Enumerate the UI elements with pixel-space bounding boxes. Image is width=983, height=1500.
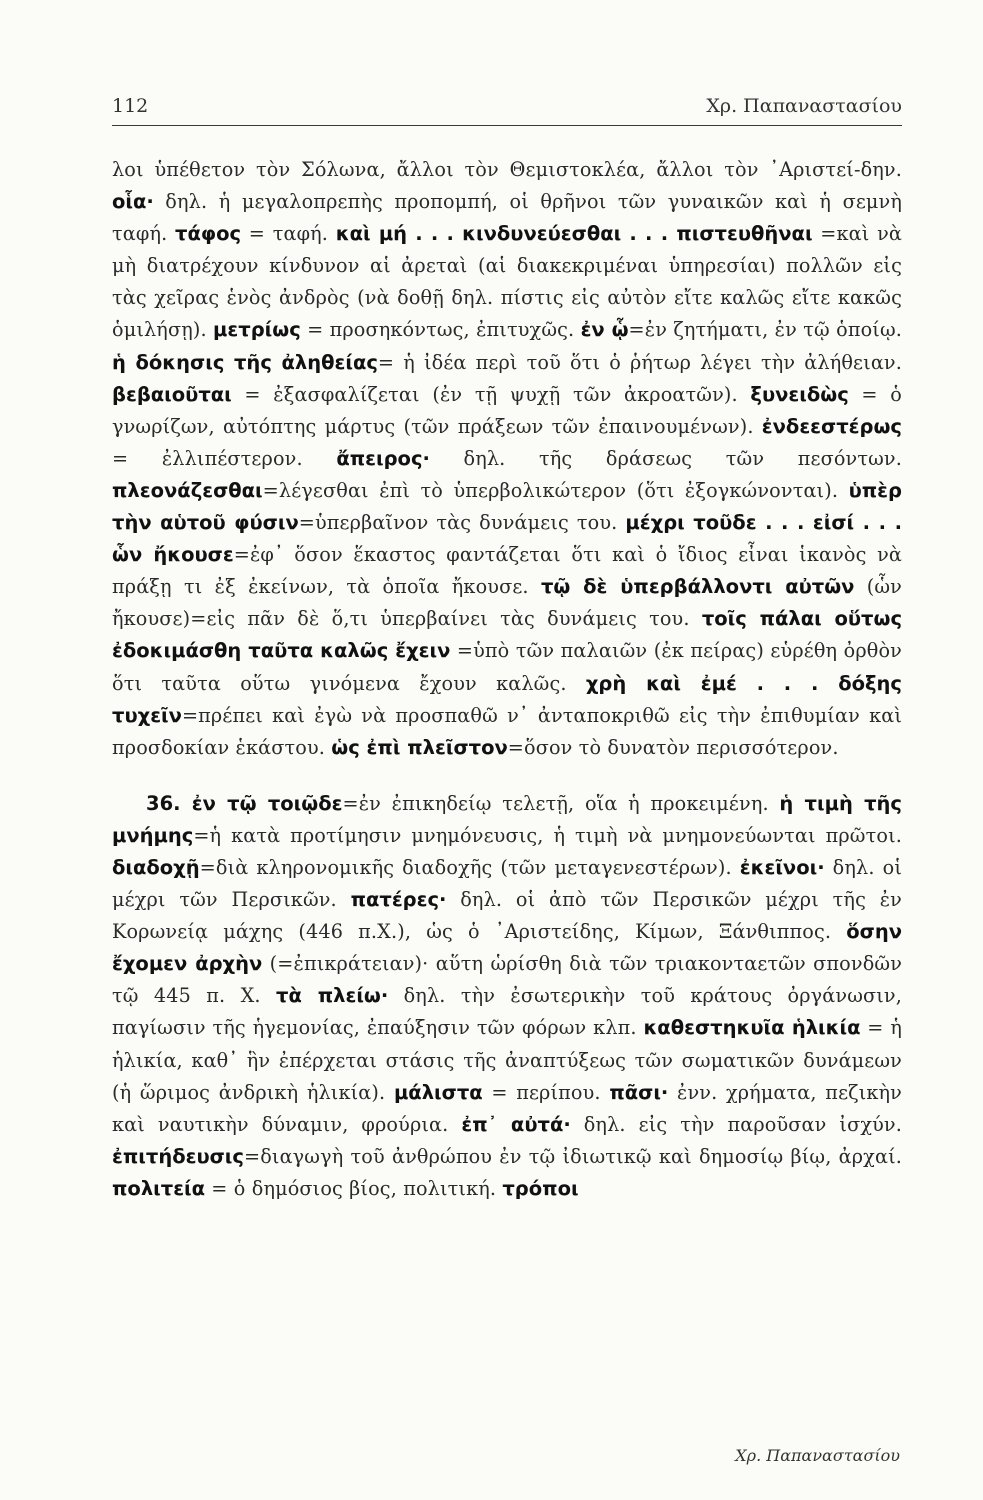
lemma-term: ἄπειρος·	[336, 446, 430, 470]
lemma-term: καὶ μή . . . κινδυνεύεσθαι . . . πιστευθῆναι	[335, 222, 813, 246]
lemma-term: τοῖς πάλαι οὕτως ἐδοκιμάσθη ταῦτα καλῶς ἔχειν	[112, 607, 903, 663]
lemma-term: ὡς ἐπὶ πλεῖστον	[331, 735, 508, 759]
lemma-term: τὰ πλείω·	[276, 984, 389, 1008]
gloss-text: = ὁ γνωρίζων, αὐτόπτης μάρτυς (τῶν πράξεων τῶν ἐπαινουμένων).	[112, 382, 902, 438]
lemma-term: πλεονάζεσθαι	[112, 478, 263, 502]
lemma-term: μέχρι τοῦδε . . . εἰσί . . . ὧν ἤκουσε	[112, 511, 902, 567]
lemma-term: χρὴ καὶ ἐμέ . . . δόξης τυχεῖν	[112, 671, 902, 727]
lemma-term: ὑπὲρ τὴν αὑτοῦ φύσιν	[112, 478, 902, 535]
lemma-term: πολιτεία	[112, 1176, 206, 1200]
gloss-text: δηλ. οἱ ἀπὸ τῶν Περσικῶν μέχρι τῆς ἐν Κορωνείᾳ μάχης (446 π.Χ.), ὡς ὁ ᾿Αριστείδης, Κίμων, Ξάνθιππος.	[112, 888, 902, 944]
lemma-term: ἐν ᾧ	[580, 318, 629, 342]
gloss-text: =διὰ κληρονομικῆς διαδοχῆς (τῶν μεταγενεστέρων).	[199, 855, 740, 879]
lemma-term: μάλιστα	[393, 1080, 483, 1104]
lemma-term: πατέρες·	[350, 888, 447, 912]
lemma-term: διαδοχῇ	[112, 855, 200, 879]
gloss-text: =ὅσον τὸ δυνατὸν περισσότερον.	[507, 735, 839, 759]
lemma-term: ἡ δόκησις τῆς ἀληθείας	[112, 350, 378, 374]
gloss-text: =ἐφ᾽ ὅσον ἕκαστος φαντάζεται ὅτι καὶ ὁ ἴδιος εἶναι ἱκανὸς νὰ πράξῃ τι ἐξ ἐκείνων, τὰ ὁποῖα ἤκουσε.	[112, 543, 902, 599]
gloss-text: = ἐξασφαλίζεται (ἐν τῇ ψυχῇ τῶν ἀκροατῶν).	[231, 382, 751, 406]
paragraph	[112, 788, 902, 1205]
gloss-text: δηλ. οἱ μέχρι τῶν Περσικῶν.	[112, 855, 902, 912]
gloss-text: =ὑπερβαῖνον τὰς δυνάμεις του.	[298, 511, 626, 535]
gloss-text: =καὶ νὰ μὴ διατρέχουν κίνδυνον αἱ ἀρεταὶ (αἱ διακεκριμέναι ὑπηρεσίαι) πολλῶν εἰς τὰς χεῖρας ἑνὸς ἀνδρὸς (νὰ δοθῇ δηλ. πίστις εἰς αὐτὸν εἴτε καλῶς εἴτε κακῶς ὁμιλήσῃ).	[112, 222, 903, 342]
lemma-term: βεβαιοῦται	[112, 382, 232, 406]
lemma-term: ὅσην ἔχομεν ἀρχὴν	[112, 920, 902, 976]
lemma-term: ξυνειδὼς	[750, 382, 849, 406]
lemma-term: ἐνδεεστέρως	[761, 414, 902, 438]
gloss-text: (ὧν ἤκουσε)=εἰς πᾶν δὲ ὅ,τι ὑπερβαίνει τὰς δυνάμεις του.	[112, 575, 902, 631]
lemma-term: ἐκεῖνοι·	[739, 855, 825, 879]
gloss-text: = ἐλλιπέστερον.	[112, 446, 337, 470]
book-page	[112, 95, 902, 1465]
gloss-text: =πρέπει καὶ ἐγὼ νὰ προσπαθῶ ν᾽ ἀνταποκριθῶ εἰς τὴν ἐπιθυμίαν καὶ προσδοκίαν ἑκάστου.	[112, 703, 902, 759]
lemma-term: ἐπ᾽ αὐτά·	[461, 1112, 571, 1136]
lemma-term: οἷα·	[112, 190, 154, 214]
gloss-text: = περίπου.	[482, 1080, 610, 1104]
gloss-text: = ἡ ἡλικία, καθ᾽ ἣν ἐπέρχεται στάσις τῆς ἀναπτύξεως τῶν σωματικῶν δυνάμεων (ἡ ὥριμος ἀνδρικὴ ἡλικία).	[112, 1016, 902, 1104]
gloss-text: =ὑπὸ τῶν παλαιῶν (ἐκ πείρας) εὑρέθη ὀρθὸν ὅτι ταῦτα οὕτω γινόμενα ἔχουν καλῶς.	[112, 639, 902, 695]
lemma-term: ἡ τιμὴ τῆς μνήμης	[112, 791, 902, 847]
gloss-text: = προσηκόντως, ἐπιτυχῶς.	[300, 318, 581, 342]
lemma-term: τρόποι	[502, 1176, 579, 1200]
gloss-text: λοι ὑπέθετον τὸν Σόλωνα, ἄλλοι τὸν Θεμιστοκλέα, ἄλλοι τὸν ᾿Αριστεί-δην.	[112, 158, 902, 181]
running-title: Χρ. Παπαναστασίου	[706, 95, 902, 117]
lemma-term: πᾶσι·	[609, 1080, 669, 1104]
gloss-text: δηλ. τὴν ἐσωτερικὴν τοῦ κράτους ὀργάνωσιν, παγίωσιν τῆς ἡγεμονίας, ἐπαύξησιν τῶν φόρων κλπ.	[112, 984, 902, 1040]
gloss-text: δηλ. εἰς τὴν παροῦσαν ἰσχύν.	[570, 1112, 902, 1136]
lemma-term: μετρίως	[213, 318, 301, 342]
lemma-term: ἐπιτήδευσις	[112, 1144, 244, 1168]
gloss-text: =λέγεσθαι ἐπὶ τὸ ὑπερβολικώτερον (ὅτι ἐξογκώνονται).	[262, 478, 849, 502]
gloss-text: =διαγωγὴ τοῦ ἀνθρώπου ἐν τῷ ἰδιωτικῷ καὶ δημοσίῳ βίῳ, ἀρχαί.	[243, 1144, 902, 1168]
commentary-text	[112, 154, 902, 1205]
footer-signature: Χρ. Παπαναστασίου	[735, 1446, 900, 1465]
lemma-term: 36. ἐν τῷ τοιῷδε	[146, 791, 343, 815]
gloss-text: δηλ. ἡ μεγαλοπρεπὴς προπομπή, οἱ θρῆνοι τῶν γυναικῶν καὶ ἡ σεμνὴ ταφή.	[112, 190, 902, 246]
gloss-text: = ὁ δημόσιος βίος, πολιτική.	[205, 1176, 503, 1200]
lemma-term: καθεστηκυῖα ἡλικία	[643, 1016, 861, 1040]
paragraph	[112, 154, 902, 764]
page-number: 112	[112, 95, 149, 117]
gloss-text: = ταφή.	[241, 222, 336, 246]
gloss-text: ἐνν. χρήματα, πεζικὴν καὶ ναυτικὴν δύναμιν, φρούρια.	[112, 1080, 902, 1136]
gloss-text: (=ἐπικράτειαν)· αὕτη ὡρίσθη διὰ τῶν τριακονταετῶν σπονδῶν τῷ 445 π. Χ.	[112, 952, 903, 1008]
gloss-text: =ἐν ἐπικηδείῳ τελετῇ, οἵα ἡ προκειμένη.	[342, 791, 780, 815]
gloss-text: = ἡ ἰδέα περὶ τοῦ ὅτι ὁ ῥήτωρ λέγει τὴν ἀλήθειαν.	[377, 350, 902, 374]
gloss-text: =ἐν ζητήματι, ἐν τῷ ὁποίῳ.	[628, 318, 902, 342]
lemma-term: τάφος	[175, 222, 242, 246]
lemma-term: τῷ δὲ ὑπερβάλλοντι αὐτῶν	[540, 575, 855, 599]
gloss-text: =ἡ κατὰ προτίμησιν μνημόνευσις, ἡ τιμὴ νὰ μνημονεύωνται πρῶτοι.	[193, 823, 902, 847]
page-header	[112, 95, 902, 126]
gloss-text: δηλ. τῆς δράσεως τῶν πεσόντων.	[429, 446, 902, 470]
